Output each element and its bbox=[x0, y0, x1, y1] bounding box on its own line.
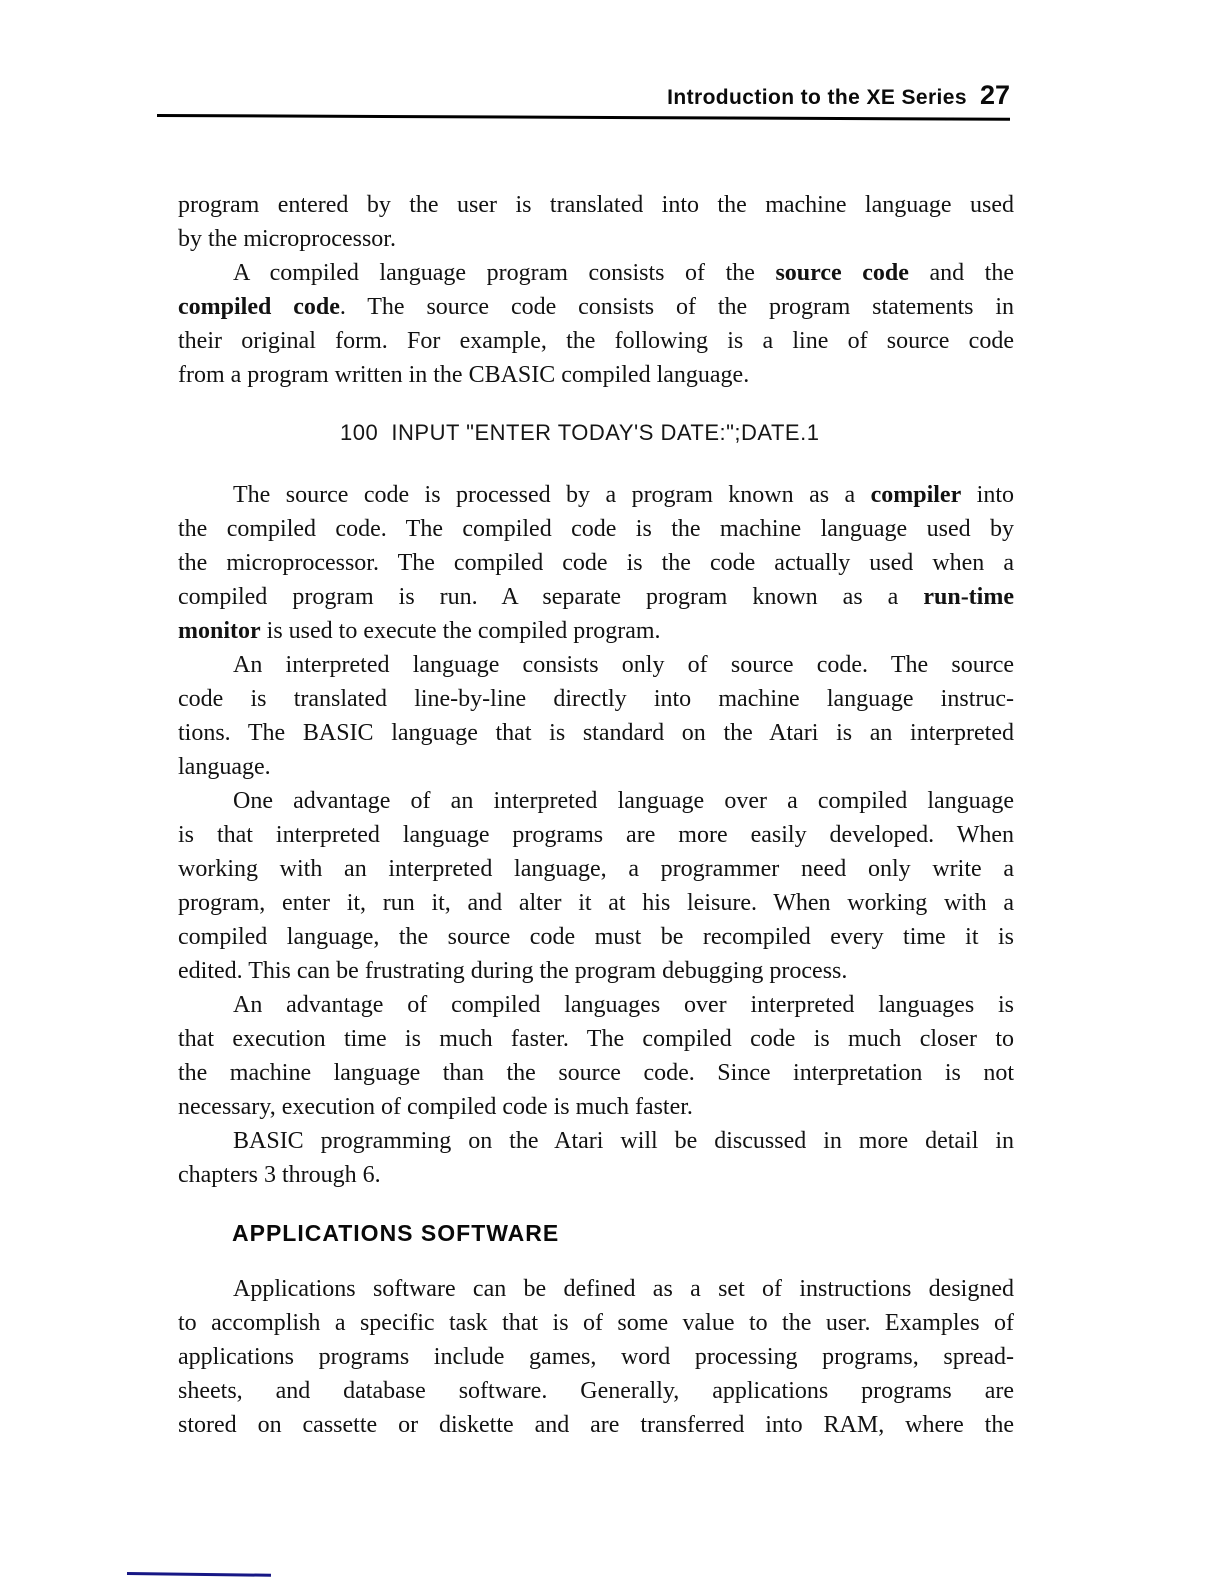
text-line: that execution time is much faster. The compiled code is much closer to bbox=[178, 1026, 1014, 1052]
text-line: from a program written in the CBASIC compiled language. bbox=[178, 362, 750, 388]
paragraph bbox=[178, 988, 1014, 1124]
paragraph bbox=[178, 1124, 1014, 1192]
running-head: Introduction to the XE Series bbox=[667, 86, 967, 109]
text-line: stored on cassette or diskette and are transferred into RAM, where the bbox=[178, 1412, 1014, 1438]
page-body bbox=[178, 188, 1014, 1442]
text-line: applications programs include games, word processing programs, spread- bbox=[178, 1344, 1014, 1370]
text-line: tions. The BASIC language that is standard on the Atari is an interpreted bbox=[178, 720, 1014, 746]
text-line: the machine language than the source code. Since interpretation is not bbox=[178, 1060, 1014, 1086]
footer-accent-bar bbox=[127, 1572, 271, 1577]
text-line: working with an interpreted language, a programmer need only write a bbox=[178, 856, 1014, 882]
paragraph bbox=[178, 784, 1014, 988]
text-line: the microprocessor. The compiled code is the code actually used when a bbox=[178, 550, 1014, 576]
text-line: Applications software can be defined as a set of instructions designed bbox=[233, 1276, 1014, 1302]
page-number: 27 bbox=[979, 80, 1010, 110]
text-line: is that interpreted language programs are more easily developed. When bbox=[178, 822, 1014, 848]
text-line: compiled language, the source code must be recompiled every time it is bbox=[178, 924, 1014, 950]
paragraph bbox=[178, 188, 1014, 256]
text-line: by the microprocessor. bbox=[178, 226, 396, 252]
text-line: code is translated line-by-line directly into machine language instruc- bbox=[178, 686, 1014, 712]
text-line: to accomplish a specific task that is of some value to the user. Examples of bbox=[178, 1310, 1014, 1336]
text-line: An interpreted language consists only of source code. The source bbox=[233, 652, 1014, 678]
text-line: necessary, execution of compiled code is much faster. bbox=[178, 1094, 693, 1120]
text-line: monitor is used to execute the compiled program. bbox=[178, 618, 661, 644]
text-line: language. bbox=[178, 754, 271, 780]
paragraph bbox=[178, 648, 1014, 784]
text-line: BASIC programming on the Atari will be discussed in more detail in bbox=[233, 1128, 1014, 1154]
text-line: chapters 3 through 6. bbox=[178, 1162, 381, 1188]
paragraph bbox=[178, 478, 1014, 648]
text-line: program, enter it, run it, and alter it at his leisure. When working with a bbox=[178, 890, 1014, 916]
text-line: sheets, and database software. Generally, applications programs are bbox=[178, 1378, 1014, 1404]
text-line: The source code is processed by a program known as a compiler into bbox=[233, 482, 1014, 508]
text-line: their original form. For example, the following is a line of source code bbox=[178, 328, 1014, 354]
section-heading: APPLICATIONS SOFTWARE bbox=[232, 1220, 560, 1246]
text-line: compiled code. The source code consists of the program statements in bbox=[178, 294, 1014, 320]
text-line: edited. This can be frustrating during the program debugging process. bbox=[178, 958, 848, 984]
paragraph bbox=[178, 256, 1014, 392]
text-line: One advantage of an interpreted language over a compiled language bbox=[233, 788, 1014, 814]
text-line: compiled program is run. A separate program known as a run-time bbox=[178, 584, 1014, 610]
text-line: the compiled code. The compiled code is the machine language used by bbox=[178, 516, 1014, 542]
text-line: program entered by the user is translated into the machine language used bbox=[178, 192, 1014, 218]
code-line: 100 INPUT "ENTER TODAY'S DATE:";DATE.1 bbox=[340, 420, 820, 445]
text-line: A compiled language program consists of the source code and the bbox=[233, 260, 1014, 286]
page-header bbox=[158, 82, 1010, 113]
header-rule bbox=[157, 114, 1010, 121]
paragraph bbox=[178, 1272, 1014, 1442]
text-line: An advantage of compiled languages over interpreted languages is bbox=[233, 992, 1014, 1018]
